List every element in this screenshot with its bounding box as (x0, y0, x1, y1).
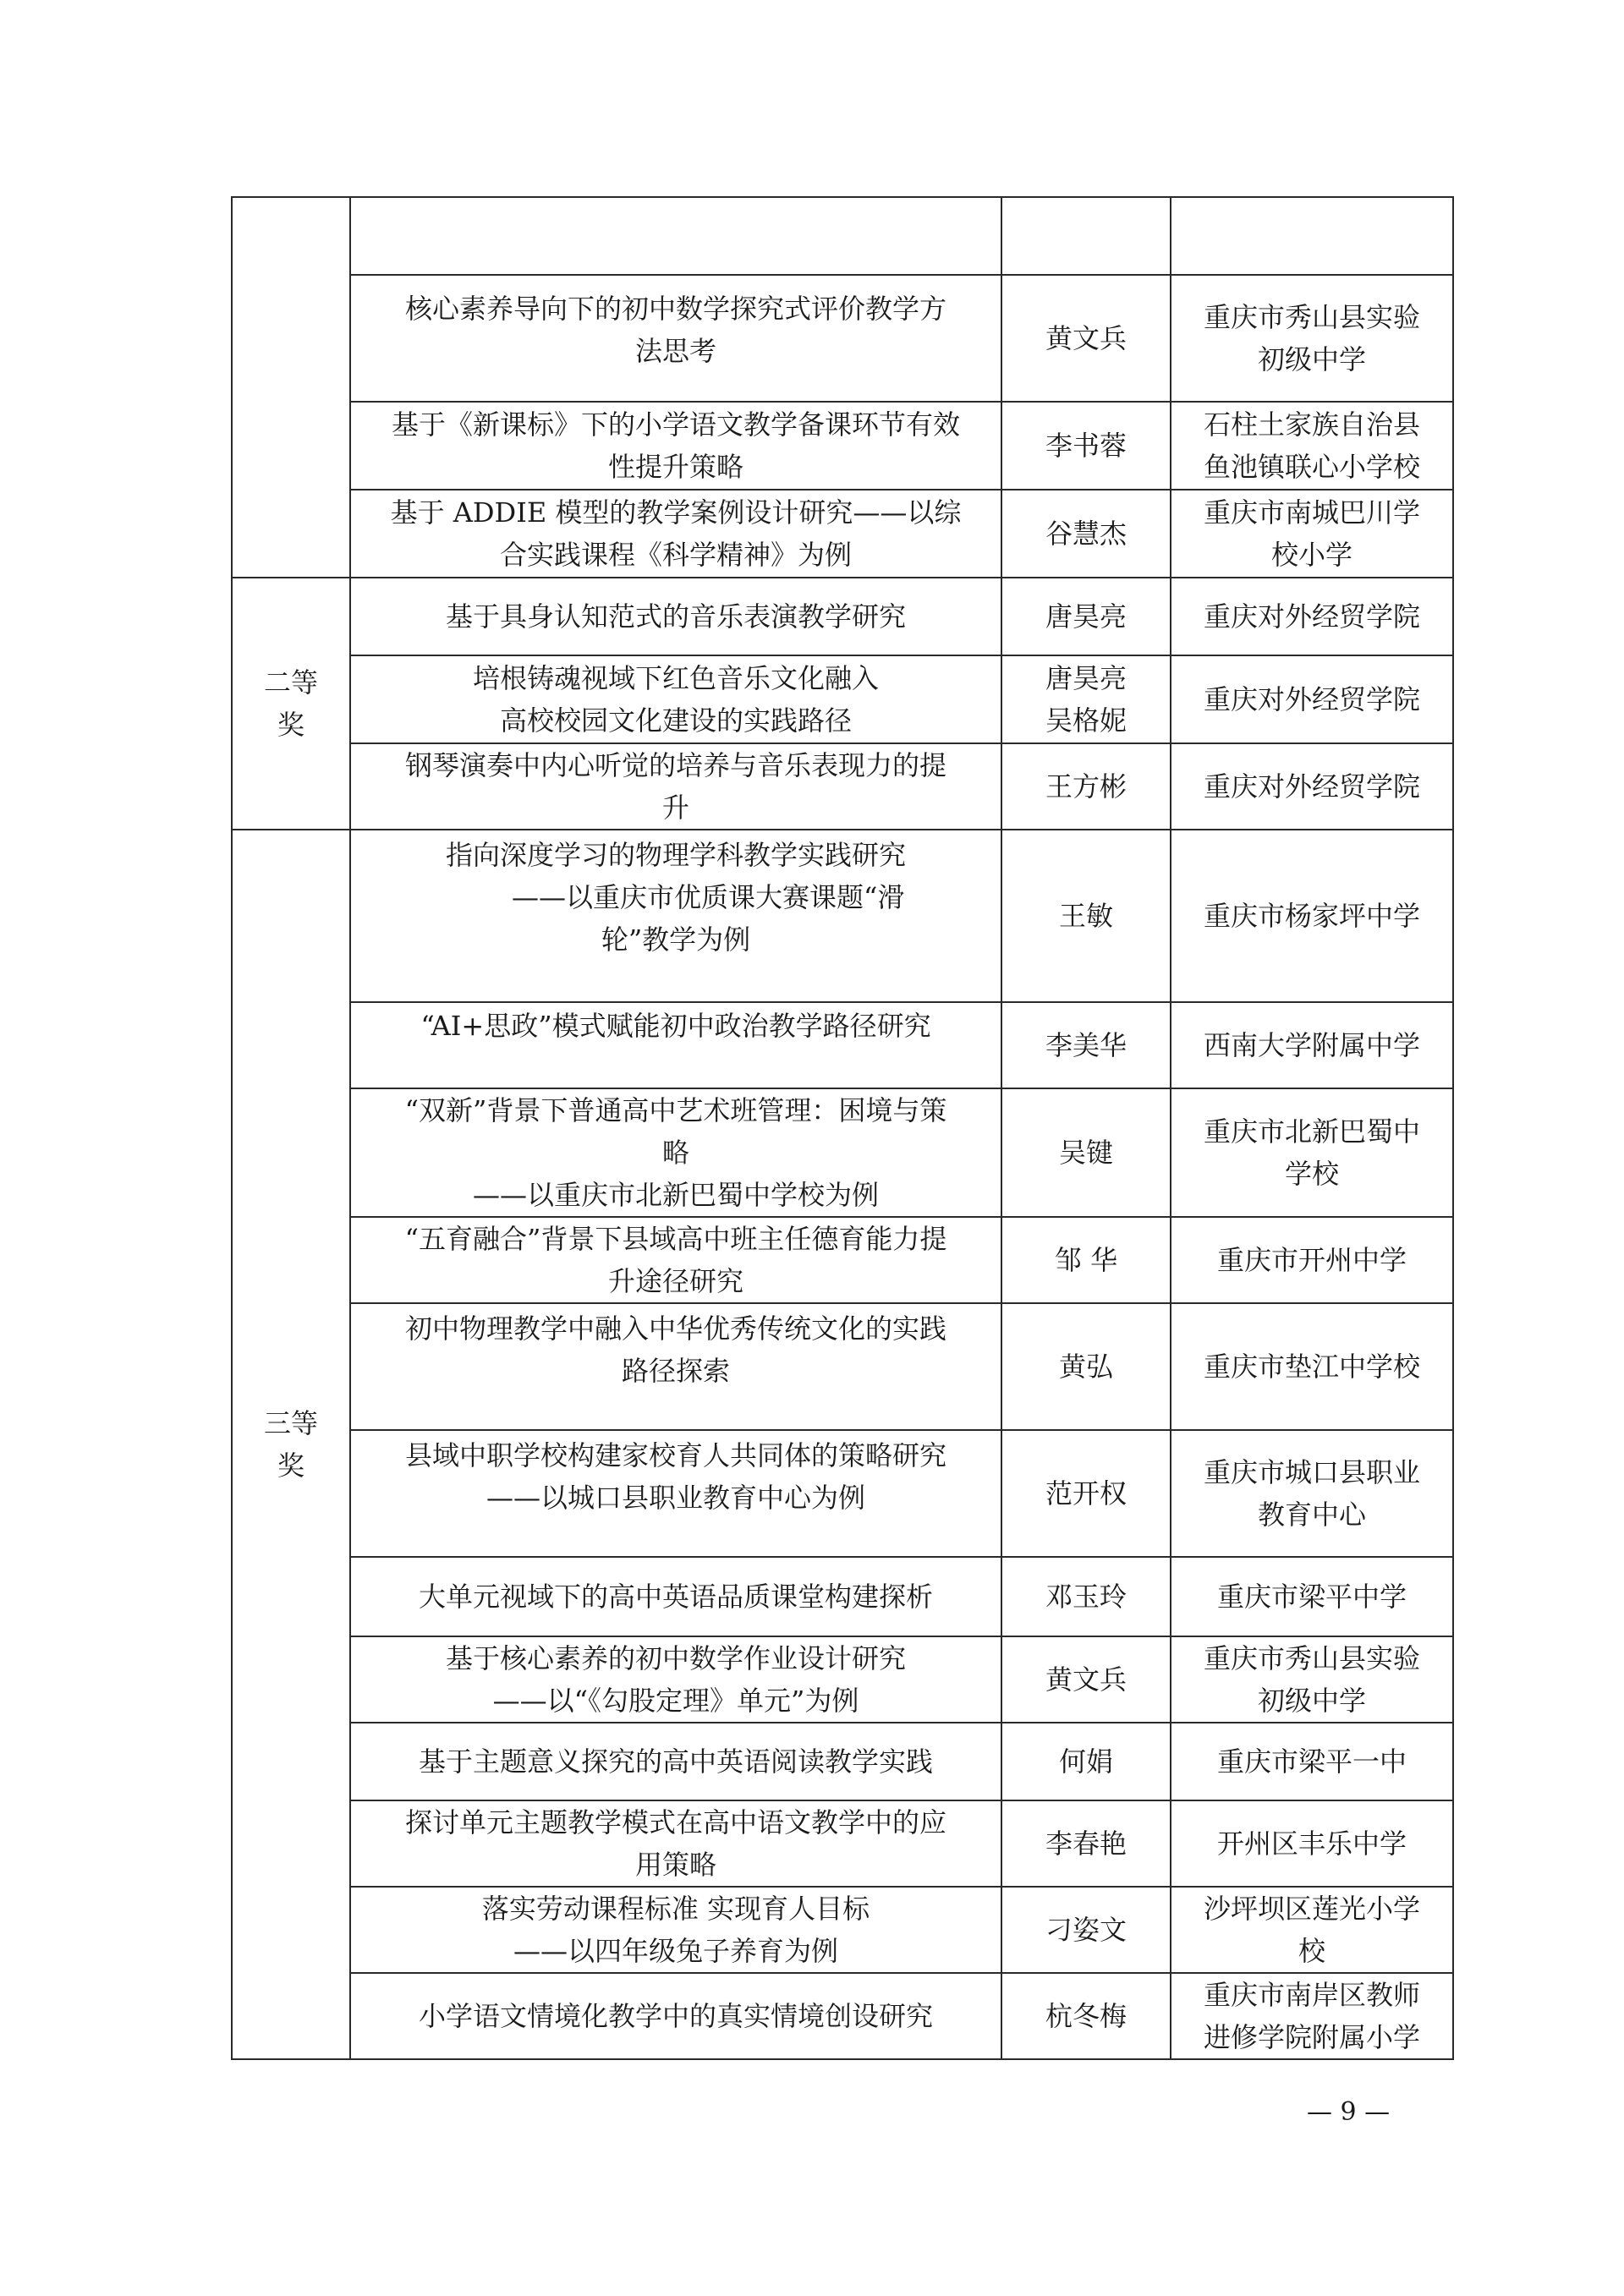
award-level-cell (232, 197, 350, 578)
table-row (232, 1800, 1453, 1887)
unit-line: 石柱土家族自治县 (1203, 408, 1420, 441)
paper-title-cell (350, 1430, 1001, 1557)
title-line: ——以四年级兔子养育为例 (513, 1935, 838, 1967)
title-line: 钢琴演奏中内心听觉的培养与音乐表现力的提 (404, 749, 946, 781)
table-row (232, 275, 1453, 402)
page-number: — 9 — (1307, 2097, 1391, 2127)
author-cell: 何娟 (1001, 1723, 1171, 1800)
paper-title-cell: 大单元视域下的高中英语品质课堂构建探析 (350, 1557, 1001, 1636)
award-level-label: 三等奖 (263, 1407, 318, 1482)
unit-line: 校小学 (1270, 539, 1352, 571)
title-line: 性提升策略 (607, 451, 743, 483)
unit-cell: 重庆市梁平中学 (1171, 1557, 1453, 1636)
title-line: 高校校园文化建设的实践路径 (499, 704, 852, 737)
author-line: 吴格妮 (1045, 704, 1127, 737)
unit-line: 初级中学 (1257, 343, 1366, 375)
paper-title-cell (350, 197, 1001, 275)
unit-line: 进修学院附属小学 (1203, 2021, 1420, 2053)
unit-cell (1171, 1887, 1453, 1973)
paper-title-cell (350, 1800, 1001, 1887)
table-row (232, 1723, 1453, 1800)
award-level-cell (232, 830, 350, 2059)
title-line: “双新”背景下普通高中艺术班管理：困境与策 (404, 1094, 947, 1126)
author-cell: 黄文兵 (1001, 275, 1171, 402)
author-cell: 邓玉玲 (1001, 1557, 1171, 1636)
unit-cell (1171, 197, 1453, 275)
table-row (232, 578, 1453, 655)
unit-cell (1171, 402, 1453, 490)
paper-title-cell (350, 490, 1001, 578)
title-line: 探讨单元主题教学模式在高中语文教学中的应 (404, 1806, 946, 1838)
unit-line: 重庆市南城巴川学 (1203, 496, 1420, 529)
author-cell: 李美华 (1001, 1002, 1171, 1088)
author-cell (1001, 197, 1171, 275)
table-row (232, 1973, 1453, 2059)
title-line: ——以“《勾股定理》单元”为例 (492, 1685, 859, 1717)
paper-title-cell (350, 743, 1001, 830)
unit-cell (1171, 1636, 1453, 1723)
table-row (232, 1636, 1453, 1723)
unit-line: 重庆市秀山县实验 (1203, 1642, 1420, 1674)
paper-title-cell: 基于主题意义探究的高中英语阅读教学实践 (350, 1723, 1001, 1800)
author-cell: 王方彬 (1001, 743, 1171, 830)
unit-line: 重庆市南岸区教师 (1203, 1979, 1420, 2011)
table-row (232, 743, 1453, 830)
author-cell: 唐昊亮 (1001, 578, 1171, 655)
author-cell: 杭冬梅 (1001, 1973, 1171, 2059)
title-line: ——以重庆市优质课大赛课题“滑 (512, 881, 905, 913)
unit-line: 教育中心 (1257, 1499, 1366, 1531)
title-line: 培根铸魂视域下红色音乐文化融入 (472, 662, 879, 694)
unit-line: 重庆市秀山县实验 (1203, 301, 1420, 333)
unit-cell: 重庆市开州中学 (1171, 1217, 1453, 1303)
paper-title-cell (350, 1636, 1001, 1723)
unit-line: 学校 (1284, 1158, 1339, 1190)
table-row (232, 1088, 1453, 1217)
table-row (232, 830, 1453, 1002)
unit-cell: 西南大学附属中学 (1171, 1002, 1453, 1088)
unit-cell: 重庆市垫江中学校 (1171, 1303, 1453, 1430)
award-level-cell (232, 578, 350, 830)
table-row (232, 1303, 1453, 1430)
unit-cell: 开州区丰乐中学 (1171, 1800, 1453, 1887)
author-cell (1001, 655, 1171, 743)
paper-title-cell (350, 1088, 1001, 1217)
unit-cell: 重庆对外经贸学院 (1171, 743, 1453, 830)
unit-line: 重庆市城口县职业 (1203, 1456, 1420, 1488)
table-row (232, 1887, 1453, 1973)
table-row (232, 490, 1453, 578)
unit-line: 校 (1298, 1935, 1325, 1967)
title-line: 县域中职学校构建家校育人共同体的策略研究 (404, 1439, 946, 1471)
author-cell: 黄文兵 (1001, 1636, 1171, 1723)
paper-title-cell (350, 402, 1001, 490)
title-line: 用策略 (634, 1849, 716, 1881)
title-line: 升途径研究 (607, 1265, 743, 1297)
table-row (232, 1557, 1453, 1636)
table-row (232, 197, 1453, 275)
unit-cell (1171, 1430, 1453, 1557)
unit-line: 重庆市北新巴蜀中 (1203, 1115, 1420, 1148)
unit-cell (1171, 1088, 1453, 1217)
title-line: 法思考 (634, 335, 716, 367)
paper-title-cell (350, 1887, 1001, 1973)
title-line: 核心素养导向下的初中数学探究式评价教学方 (404, 293, 946, 325)
title-line: 落实劳动课程标准 实现育人目标 (481, 1893, 870, 1925)
author-cell: 吴键 (1001, 1088, 1171, 1217)
author-cell: 李春艳 (1001, 1800, 1171, 1887)
author-cell: 李书蓉 (1001, 402, 1171, 490)
author-cell: 黄弘 (1001, 1303, 1171, 1430)
title-line: 升 (661, 792, 689, 824)
unit-cell (1171, 1973, 1453, 2059)
unit-cell: 重庆对外经贸学院 (1171, 578, 1453, 655)
title-line: 路径探索 (621, 1355, 730, 1387)
paper-title-cell (350, 830, 1001, 1002)
title-line: “AI+思政”模式赋能初中政治教学路径研究 (420, 1010, 931, 1042)
unit-line: 初级中学 (1257, 1685, 1366, 1717)
table-row (232, 1217, 1453, 1303)
title-line: ——以重庆市北新巴蜀中学校为例 (472, 1179, 879, 1211)
table-row (232, 402, 1453, 490)
paper-title-cell: 基于具身认知范式的音乐表演教学研究 (350, 578, 1001, 655)
title-line: 合实践课程《科学精神》为例 (499, 539, 852, 571)
unit-cell: 重庆市杨家坪中学 (1171, 830, 1453, 1002)
unit-cell (1171, 275, 1453, 402)
paper-title-cell (350, 655, 1001, 743)
table-row (232, 655, 1453, 743)
title-line: 轮”教学为例 (601, 923, 751, 956)
title-line: “五育融合”背景下县域高中班主任德育能力提 (404, 1223, 947, 1255)
author-line: 唐昊亮 (1045, 662, 1127, 694)
unit-cell: 重庆对外经贸学院 (1171, 655, 1453, 743)
author-cell: 谷慧杰 (1001, 490, 1171, 578)
title-line: 初中物理教学中融入中华优秀传统文化的实践 (404, 1312, 946, 1345)
title-line: 基于核心素养的初中数学作业设计研究 (445, 1642, 906, 1674)
author-cell: 王敏 (1001, 830, 1171, 1002)
author-cell: 邹 华 (1001, 1217, 1171, 1303)
title-line: 基于 ADDIE 模型的教学案例设计研究——以综 (390, 496, 962, 529)
table-row (232, 1002, 1453, 1088)
unit-line: 沙坪坝区莲光小学 (1203, 1893, 1420, 1925)
unit-line: 鱼池镇联心小学校 (1203, 451, 1420, 483)
paper-title-cell (350, 1002, 1001, 1088)
paper-title-cell (350, 1303, 1001, 1430)
paper-title-cell (350, 1217, 1001, 1303)
author-cell: 刁姿文 (1001, 1887, 1171, 1973)
unit-cell (1171, 490, 1453, 578)
author-cell: 范开权 (1001, 1430, 1171, 1557)
awards-table (231, 196, 1454, 2060)
title-line: ——以城口县职业教育中心为例 (486, 1482, 865, 1514)
paper-title-cell (350, 275, 1001, 402)
title-line: 略 (661, 1137, 689, 1169)
award-level-label: 二等奖 (263, 666, 318, 741)
title-line: 基于《新课标》下的小学语文教学备课环节有效 (391, 408, 960, 441)
unit-cell: 重庆市梁平一中 (1171, 1723, 1453, 1800)
title-line: 指向深度学习的物理学科教学实践研究 (445, 839, 906, 871)
paper-title-cell: 小学语文情境化教学中的真实情境创设研究 (350, 1973, 1001, 2059)
table-row (232, 1430, 1453, 1557)
